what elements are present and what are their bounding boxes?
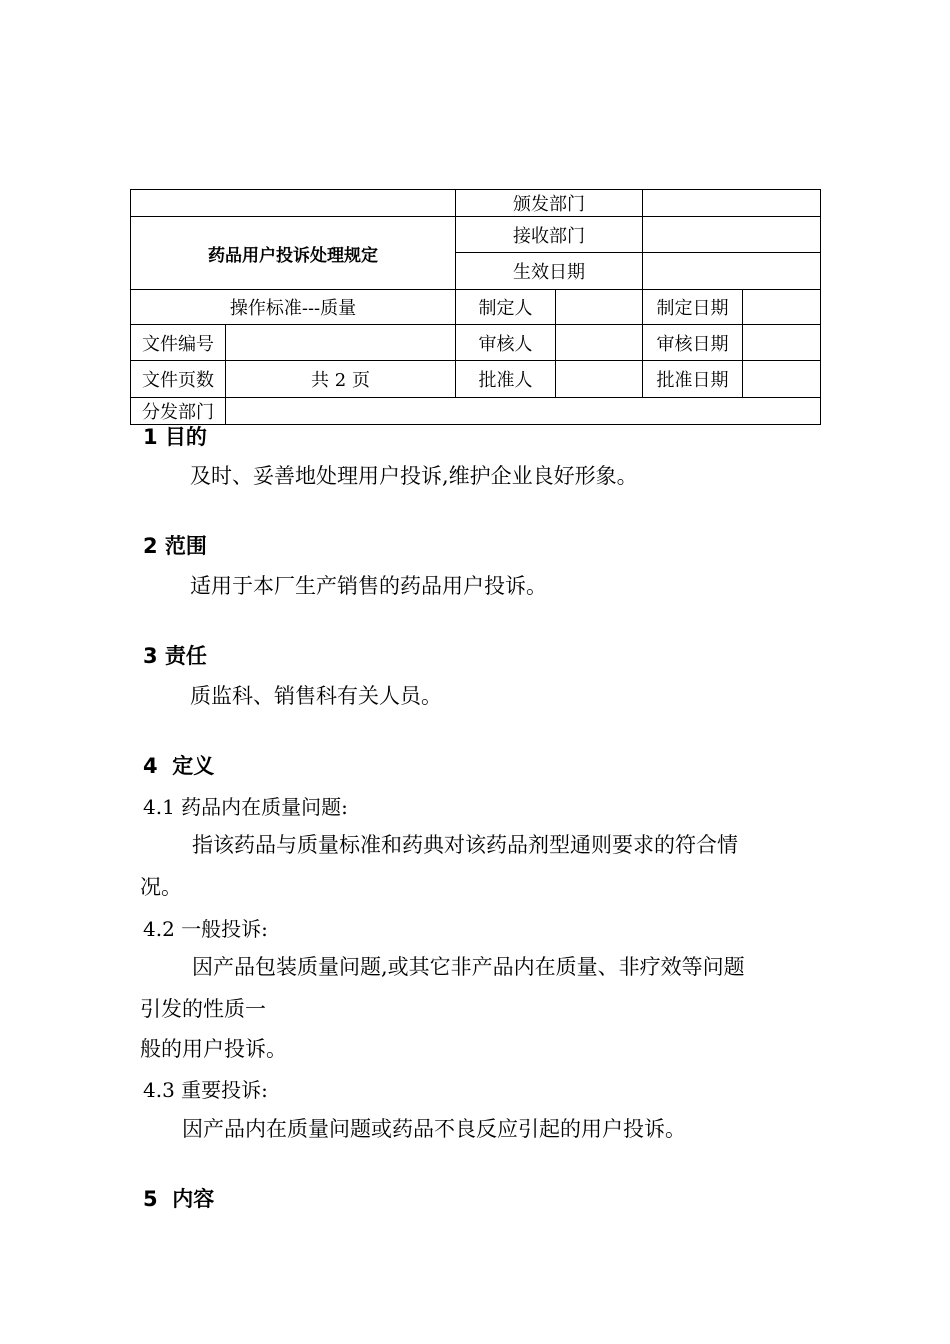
receive-dept-label: 接收部门 bbox=[456, 217, 643, 253]
section-2-title: 2 范围 bbox=[143, 534, 207, 558]
header-blank-cell bbox=[131, 190, 456, 217]
approve-date-label: 批准日期 bbox=[643, 361, 743, 398]
approve-date-value bbox=[743, 361, 821, 398]
pages-value: 共 2 页 bbox=[226, 361, 456, 398]
section-3-body: 质监科、销售科有关人员。 bbox=[190, 684, 442, 708]
document-header-table bbox=[130, 189, 821, 425]
section-3-title: 3 责任 bbox=[143, 644, 207, 668]
doc-no-label: 文件编号 bbox=[131, 325, 226, 361]
distribute-dept-value bbox=[226, 398, 821, 425]
section-4-1-line-1: 指该药品与质量标准和药典对该药品剂型通则要求的符合情 bbox=[192, 833, 738, 857]
section-4-2-line-1: 因产品包装质量问题,或其它非产品内在质量、非疗效等问题 bbox=[192, 955, 745, 979]
section-4-1-title: 4.1 药品内在质量问题: bbox=[143, 795, 348, 819]
issue-dept-value bbox=[643, 190, 821, 217]
approver-value bbox=[556, 361, 643, 398]
draft-date-value bbox=[743, 290, 821, 325]
section-4-2-line-3: 般的用户投诉。 bbox=[140, 1037, 287, 1061]
section-4-2-line-2: 引发的性质一 bbox=[140, 997, 266, 1021]
receive-dept-value bbox=[643, 217, 821, 253]
distribute-dept-label: 分发部门 bbox=[131, 398, 226, 425]
reviewer-label: 审核人 bbox=[456, 325, 556, 361]
doc-title: 药品用户投诉处理规定 bbox=[131, 217, 456, 290]
section-4-3-title: 4.3 重要投诉: bbox=[143, 1078, 268, 1102]
doc-no-value bbox=[226, 325, 456, 361]
drafter-label: 制定人 bbox=[456, 290, 556, 325]
section-2-body: 适用于本厂生产销售的药品用户投诉。 bbox=[190, 574, 547, 598]
section-1-body: 及时、妥善地处理用户投诉,维护企业良好形象。 bbox=[190, 464, 638, 488]
drafter-value bbox=[556, 290, 643, 325]
section-4-title: 4 定义 bbox=[143, 754, 215, 778]
section-4-2-title: 4.2 一般投诉: bbox=[143, 917, 268, 941]
section-1-title: 1 目的 bbox=[143, 425, 207, 449]
pages-label: 文件页数 bbox=[131, 361, 226, 398]
section-5-title: 5 内容 bbox=[143, 1187, 215, 1211]
draft-date-label: 制定日期 bbox=[643, 290, 743, 325]
category-label: 操作标准---质量 bbox=[131, 290, 456, 325]
review-date-label: 审核日期 bbox=[643, 325, 743, 361]
section-4-3-line-1: 因产品内在质量问题或药品不良反应引起的用户投诉。 bbox=[182, 1117, 686, 1141]
review-date-value bbox=[743, 325, 821, 361]
section-4-1-line-2: 况。 bbox=[140, 875, 182, 899]
effective-date-value bbox=[643, 253, 821, 290]
reviewer-value bbox=[556, 325, 643, 361]
issue-dept-label: 颁发部门 bbox=[456, 190, 643, 217]
approver-label: 批准人 bbox=[456, 361, 556, 398]
effective-date-label: 生效日期 bbox=[456, 253, 643, 290]
